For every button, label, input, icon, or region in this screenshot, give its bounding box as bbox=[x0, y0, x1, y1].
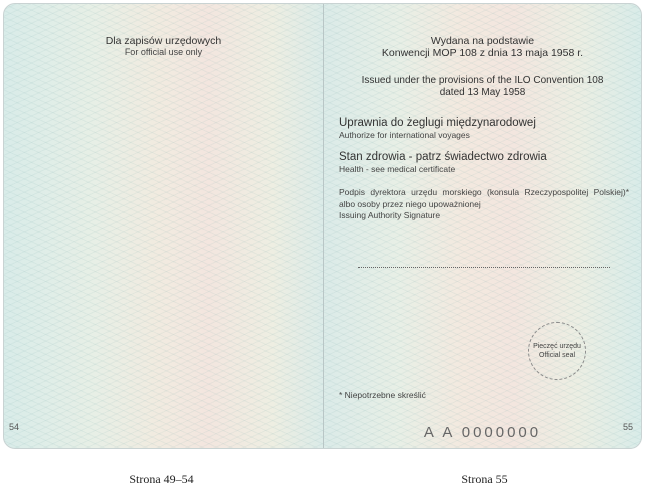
passport-spread bbox=[3, 3, 642, 449]
page-number-right: 55 bbox=[623, 422, 634, 432]
signature-instruction-pl: Podpis dyrektora urzędu morskiego (konsula Rzeczypospolitej Polskiej)* albo osoby przez niego upoważnionej bbox=[339, 187, 629, 209]
page-number-left: 54 bbox=[9, 422, 20, 432]
seal-label-pl: Pieczęć urzędu bbox=[533, 343, 581, 350]
issued-basis-en-line2: dated 13 May 1958 bbox=[439, 87, 526, 98]
issued-basis-pl-line1: Wydana na podstawie bbox=[430, 35, 535, 47]
signature-instructions bbox=[339, 187, 629, 222]
right-page bbox=[324, 4, 641, 448]
signature-line bbox=[358, 267, 610, 268]
signature-instruction-en: Issuing Authority Signature bbox=[339, 210, 441, 220]
footnote: * Niepotrzebne skreślić bbox=[339, 390, 426, 400]
seal-label-en: Official seal bbox=[538, 352, 576, 359]
health-status-pl: Stan zdrowia - patrz świadectwo zdrowia bbox=[339, 151, 547, 163]
authorize-voyages-pl: Uprawnia do żeglugi międzynarodowej bbox=[339, 117, 536, 129]
authorize-voyages-en: Authorize for international voyages bbox=[339, 130, 470, 140]
health-status-en: Health - see medical certificate bbox=[339, 164, 456, 174]
issued-basis-pl-line2: Konwencji MOP 108 z dnia 13 maja 1958 r. bbox=[381, 47, 584, 59]
official-use-heading-en: For official use only bbox=[124, 47, 203, 57]
serial-number: A A 0000000 bbox=[423, 424, 542, 441]
caption-right: Strona 55 bbox=[461, 472, 508, 486]
left-page bbox=[4, 4, 323, 448]
official-seal-circle bbox=[528, 322, 586, 380]
official-use-heading-pl: Dla zapisów urzędowych bbox=[105, 35, 222, 47]
caption-left: Strona 49–54 bbox=[129, 472, 194, 486]
issued-basis-en-line1: Issued under the provisions of the ILO Convention 108 bbox=[361, 75, 604, 86]
